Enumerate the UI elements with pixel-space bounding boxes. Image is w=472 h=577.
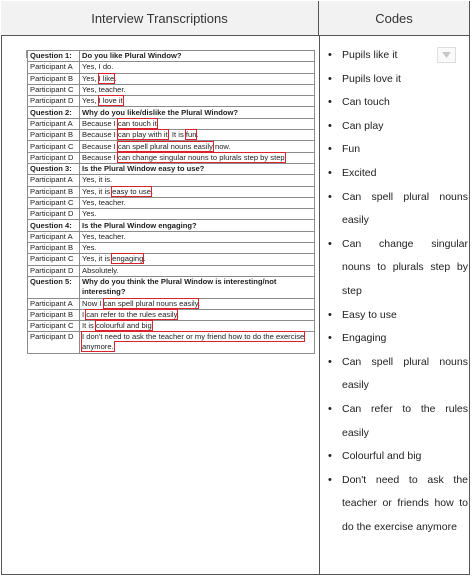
code-item [328,68,468,92]
response-text [80,130,315,141]
participant-label: Participant B [28,309,80,320]
chevron-down-icon [442,52,451,58]
response-text [80,209,315,220]
bullet-icon: • [328,332,332,345]
question-row [28,163,315,174]
code-item [328,445,468,469]
participant-row [28,243,315,254]
response-fragment: Because I [82,141,118,151]
code-label: Can touch [342,96,390,109]
participant-label: Participant A [28,62,80,73]
highlighted-phrase: I like [98,73,115,83]
response-fragment: I [82,309,87,319]
codes-list [328,44,468,539]
response-fragment: . [151,321,154,331]
bullet-icon: • [328,119,332,132]
participant-label: Participant B [28,186,80,197]
response-fragment: . [284,152,287,162]
code-label: Pupils like it [342,49,398,61]
code-label: Colourful and big [342,450,422,463]
participant-row [28,265,315,276]
participant-label: Participant C [28,254,80,265]
question-text [80,163,315,174]
code-label: Easy to use [342,308,397,321]
response-fragment: Because I [82,152,118,162]
code-label: Can spell plural nouns easily [342,355,468,392]
code-item [328,327,468,351]
code-item [328,469,468,540]
highlighted-phrase: can spell plural nouns easily [103,298,198,308]
question-label: Question 5: [28,276,80,298]
participant-label: Participant A [28,175,80,186]
participant-row [28,298,315,309]
bullet-icon: • [328,355,332,368]
response-fragment: Yes, [82,73,99,83]
bullet-icon: • [328,402,332,415]
response-fragment: Yes, I do. [82,62,114,72]
bullet-icon: • [328,72,332,85]
highlighted-phrase: engaging [112,254,144,264]
response-fragment: now. [212,141,231,151]
highlighted-phrase: colourful and big [95,321,152,331]
code-label: Can refer to the rules easily [342,402,468,439]
response-fragment: . [150,186,154,196]
response-text [80,265,315,276]
response-text [80,186,315,197]
code-label: Don't need to ask the teacher or friends how to do the exercise anymore [342,473,468,533]
response-fragment: . [176,309,179,319]
response-text [80,298,315,309]
response-fragment: Yes, it is. [82,175,113,185]
response-text [80,321,315,332]
participant-label: Participant D [28,96,80,107]
participant-label: Participant D [28,332,80,354]
question-text [80,51,315,62]
participant-row [28,73,315,84]
response-fragment: . [114,73,117,83]
code-item [328,304,468,328]
question-text [80,276,315,298]
response-fragment: Why do you like/dislike the Plural Window? [82,107,239,117]
question-row [28,220,315,231]
participant-label: Participant D [28,209,80,220]
code-label: Can change singular nouns to plurals step by step [342,237,468,297]
bullet-icon: • [328,237,332,250]
response-text [80,152,315,163]
highlighted-phrase: I don't need to ask the teacher or my friend how to do the exercise anymore. [82,332,305,352]
highlighted-phrase: can play with it [117,130,168,140]
highlighted-phrase: easy to use [112,186,151,196]
response-fragment: Because I [82,118,118,128]
response-fragment: Do you like Plural Window? [82,51,182,61]
question-text [80,220,315,231]
response-fragment: . [156,118,159,128]
code-label: Can spell plural nouns easily [342,190,468,227]
bullet-icon: • [328,190,332,203]
bullet-icon: • [328,96,332,109]
participant-row [28,175,315,186]
response-fragment: Yes, it is [82,186,113,196]
transcript-table [27,50,315,354]
participant-row [28,309,315,320]
code-item [328,115,468,139]
participant-label: Participant B [28,73,80,84]
response-text [80,62,315,73]
response-fragment: Because I [82,130,118,140]
highlighted-phrase: can touch it [117,118,157,128]
question-row [28,276,315,298]
highlighted-phrase: can spell plural nouns easily [117,141,213,151]
response-fragment: Yes, teacher. [82,198,126,207]
question-row [28,107,315,118]
response-fragment: Yes, teacher. [82,85,126,95]
column-divider [319,36,320,574]
response-text [80,243,315,254]
response-fragment: Yes, it is [82,254,113,264]
code-item [328,351,468,398]
response-fragment: . It is [167,130,186,140]
participant-label: Participant C [28,141,80,152]
participant-label: Participant C [28,84,80,95]
code-item [328,91,468,115]
participant-row [28,254,315,265]
participant-row [28,118,315,129]
response-fragment: Absolutely. [82,265,119,275]
response-text [80,332,315,354]
code-label: Engaging [342,332,387,345]
participant-row [28,332,315,354]
highlighted-phrase: fun [185,130,197,140]
participant-row [28,321,315,332]
response-text [80,175,315,186]
highlighted-phrase: can change singular nouns to plurals step by step [117,152,285,162]
code-item [328,186,468,233]
response-fragment: . [143,254,146,264]
response-fragment: Why do you think the Plural Window is interesting/not interesting? [82,276,277,296]
participant-label: Participant A [28,118,80,129]
highlighted-phrase: I love it [98,96,123,106]
code-label: Excited [342,166,377,179]
participant-row [28,62,315,73]
participant-label: Participant B [28,243,80,254]
bullet-icon: • [328,308,332,321]
code-label: Pupils love it [342,72,401,85]
code-label: Can play [342,119,384,132]
participant-row [28,209,315,220]
participant-row [28,96,315,107]
question-label: Question 2: [28,107,80,118]
dropdown-toggle[interactable] [437,47,456,63]
transcriptions-header: Interview Transcriptions [1,1,319,36]
response-fragment: Is the Plural Window engaging? [82,220,197,230]
response-fragment: It is [82,321,96,331]
response-text [80,141,315,152]
code-label: Fun [342,143,361,156]
participant-label: Participant D [28,265,80,276]
code-item [328,162,468,186]
bullet-icon: • [328,143,332,156]
bullet-icon: • [328,49,332,61]
response-fragment: . [196,130,199,140]
code-item [328,233,468,304]
code-item [328,398,468,445]
response-text [80,231,315,242]
participant-label: Participant B [28,130,80,141]
participant-row [28,84,315,95]
participant-label: Participant A [28,298,80,309]
participant-label: Participant A [28,231,80,242]
response-text [80,309,315,320]
highlighted-phrase: can refer to the rules easily [86,309,177,319]
participant-row [28,141,315,152]
participant-label: Participant D [28,152,80,163]
code-item [328,138,468,162]
question-label: Question 4: [28,220,80,231]
question-label: Question 1: [28,51,80,62]
response-text [80,254,315,265]
bullet-icon: • [328,450,332,463]
response-fragment: Now I [82,298,104,308]
response-fragment: . [122,96,125,106]
participant-row [28,197,315,208]
response-fragment: Yes. [82,243,97,253]
response-text [80,96,315,107]
question-label: Question 3: [28,163,80,174]
response-fragment: Is the Plural Window easy to use? [82,164,205,174]
response-text [80,84,315,95]
participant-row [28,152,315,163]
bullet-icon: • [328,473,332,486]
bullet-icon: • [328,166,332,179]
participant-row [28,130,315,141]
codes-header: Codes [319,1,469,36]
response-fragment: Yes, teacher. [82,231,126,241]
response-text [80,197,315,208]
response-fragment: Yes, [82,96,99,106]
participant-row [28,231,315,242]
response-fragment: Yes. [82,209,97,219]
response-fragment: . [197,298,201,308]
response-text [80,73,315,84]
participant-row [28,186,315,197]
question-text [80,107,315,118]
participant-label: Participant C [28,321,80,332]
participant-label: Participant C [28,197,80,208]
question-row [28,51,315,62]
response-text [80,118,315,129]
